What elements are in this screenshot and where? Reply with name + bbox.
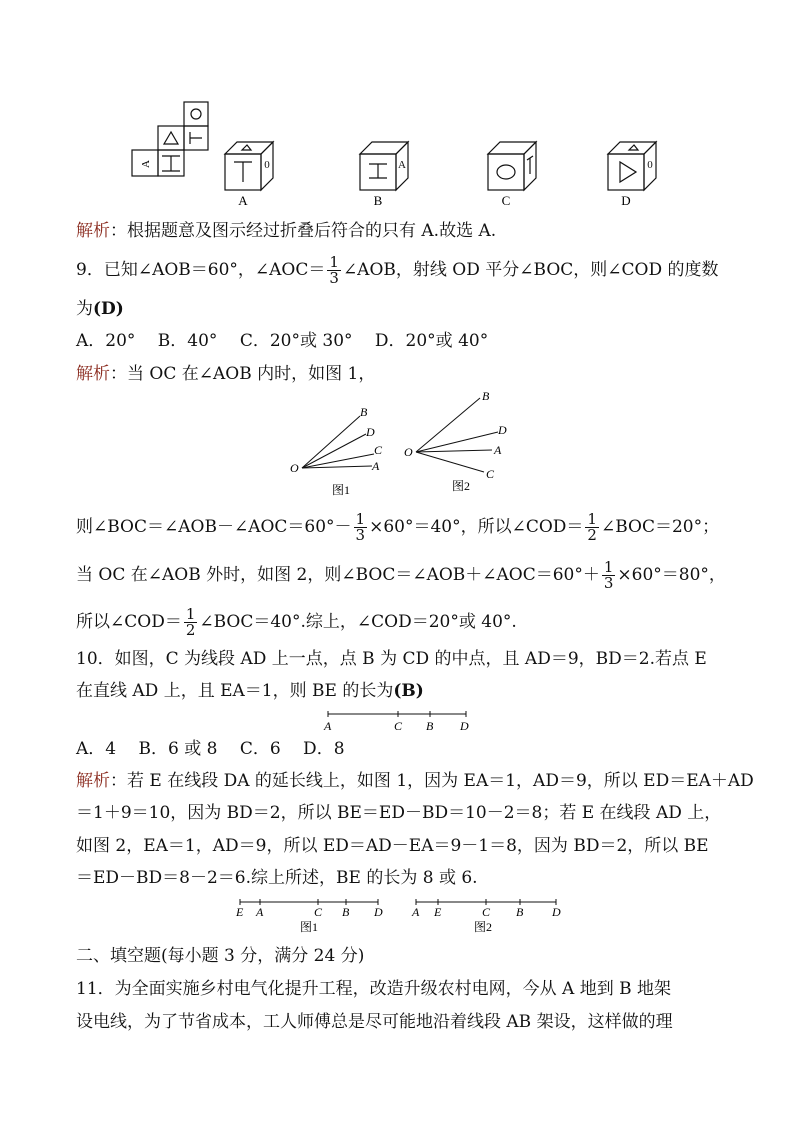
q9-stem-line1: 9．已知∠AOB＝60°，∠AOC＝ $\frac{1}{3}$ ∠AOB，射线 OD 平分∠BOC，则∠COD 的度数 (76, 253, 719, 287)
q9-options: A．20° B．40° C．20°或 30° D．20°或 40° (76, 331, 489, 351)
cube-option-c (488, 142, 536, 190)
q10-stem-line1: 10．如图，C 为线段 AD 上一点，点 B 为 CD 的中点，且 AD＝9，BD＝2.若点 E (76, 649, 707, 669)
svg-text:D: D (374, 905, 383, 919)
fig2-point-o: O (404, 445, 413, 459)
fig1-point-b: B (360, 405, 368, 419)
cube-option-a (225, 142, 273, 190)
fig2-point-a: A (494, 443, 502, 457)
svg-text:图1: 图1 (300, 920, 319, 934)
svg-text:B: B (342, 905, 350, 919)
angle-figures (280, 390, 520, 500)
svg-text:A: A (324, 719, 332, 733)
cube-label-d: D (621, 193, 631, 208)
q10-stem-line2: 在直线 AD 上，且 EA＝1，则 BE 的长为(B) (76, 681, 424, 701)
fig1-point-c: C (374, 443, 383, 457)
q9-analysis-line2: 则∠BOC＝∠AOB－∠AOC＝60°－ $\frac{1}{3}$ ×60°＝40°，所以∠COD＝ $\frac{1}{2}$ ∠BOC＝20°； (76, 510, 720, 544)
svg-text:A: A (412, 905, 420, 919)
svg-text:C: C (394, 719, 403, 733)
q9-analysis-line1: 解析：当 OC 在∠AOB 内时，如图 1， (76, 364, 376, 384)
svg-text:E: E (236, 905, 244, 919)
svg-text:A: A (256, 905, 264, 919)
svg-text:0: 0 (647, 159, 653, 171)
fig2-caption: 图2 (452, 479, 471, 493)
section-title: 二、填空题(每小题 3 分，满分 24 分) (76, 946, 365, 966)
q9-stem-line2: 为(D) (76, 299, 124, 319)
cube-label-c: C (501, 193, 511, 208)
svg-text:C: C (314, 905, 323, 919)
fig1-point-o: O (290, 461, 299, 475)
svg-text:B: B (516, 905, 524, 919)
q10-analysis-line1: 解析：若 E 在线段 DA 的延长线上，如图 1，因为 EA＝1，AD＝9，所以 ED＝EA＋AD (76, 771, 754, 791)
cube-option-d (608, 142, 656, 190)
svg-text:D: D (460, 719, 469, 733)
q10-analysis-line2: ＝1＋9＝10，因为 BD＝2，所以 BE＝ED－BD＝10－2＝8；若 E 在线段 AD 上， (76, 803, 722, 823)
net-letter-a: A (140, 160, 152, 168)
analysis-label: 解析 (76, 364, 110, 384)
fraction: $\frac{1}{3}$ (329, 253, 339, 287)
cube-net-figure (120, 98, 680, 210)
svg-text:图2: 图2 (474, 920, 493, 934)
svg-text:C: C (482, 905, 491, 919)
segment-figures-2 (228, 896, 568, 936)
q10-answer: (B) (393, 681, 424, 701)
fig1-caption: 图1 (332, 483, 351, 497)
q11-stem-line2: 设电线，为了节省成本，工人师傅总是尽可能地沿着线段 AB 架设，这样做的理 (76, 1012, 673, 1032)
svg-text:D: D (552, 905, 561, 919)
fig2-point-d: D (498, 423, 507, 437)
fig1-point-a: A (372, 459, 380, 473)
analysis-label: 解析 (76, 221, 110, 241)
cube-option-b (360, 142, 408, 190)
fig2-point-b: B (482, 390, 490, 403)
q9-analysis-line4: 所以∠COD＝ $\frac{1}{2}$ ∠BOC＝40°.综上，∠COD＝20°或 40°. (76, 605, 517, 639)
analysis-label: 解析 (76, 771, 110, 791)
q9-answer: (D) (93, 299, 124, 319)
svg-text:B: B (426, 719, 434, 733)
svg-text:0: 0 (264, 159, 270, 171)
segment-figure (320, 706, 480, 734)
q8-analysis: 解析：根据题意及图示经过折叠后符合的只有 A.故选 A. (76, 221, 497, 241)
svg-text:E: E (434, 905, 442, 919)
svg-text:A: A (398, 159, 406, 171)
fig1-point-d: D (366, 425, 375, 439)
q9-analysis-line3: 当 OC 在∠AOB 外时，如图 2，则∠BOC＝∠AOB＋∠AOC＝60°＋ $\frac{1}{3}$ ×60°＝80°， (76, 558, 726, 592)
cube-label-a: A (238, 193, 248, 208)
q10-analysis-line4: ＝ED－BD＝8－2＝6.综上所述，BE 的长为 8 或 6. (76, 868, 478, 888)
fig2-point-c: C (486, 467, 495, 481)
q11-stem-line1: 11．为全面实施乡村电气化提升工程，改造升级农村电网，今从 A 地到 B 地架 (76, 979, 672, 999)
q10-options: A．4 B．6 或 8 C．6 D．8 (76, 739, 345, 759)
q10-analysis-line3: 如图 2，EA＝1，AD＝9，所以 ED＝AD－EA＝9－1＝8，因为 BD＝2，所以 BE (76, 836, 709, 856)
cube-label-b: B (373, 193, 383, 208)
